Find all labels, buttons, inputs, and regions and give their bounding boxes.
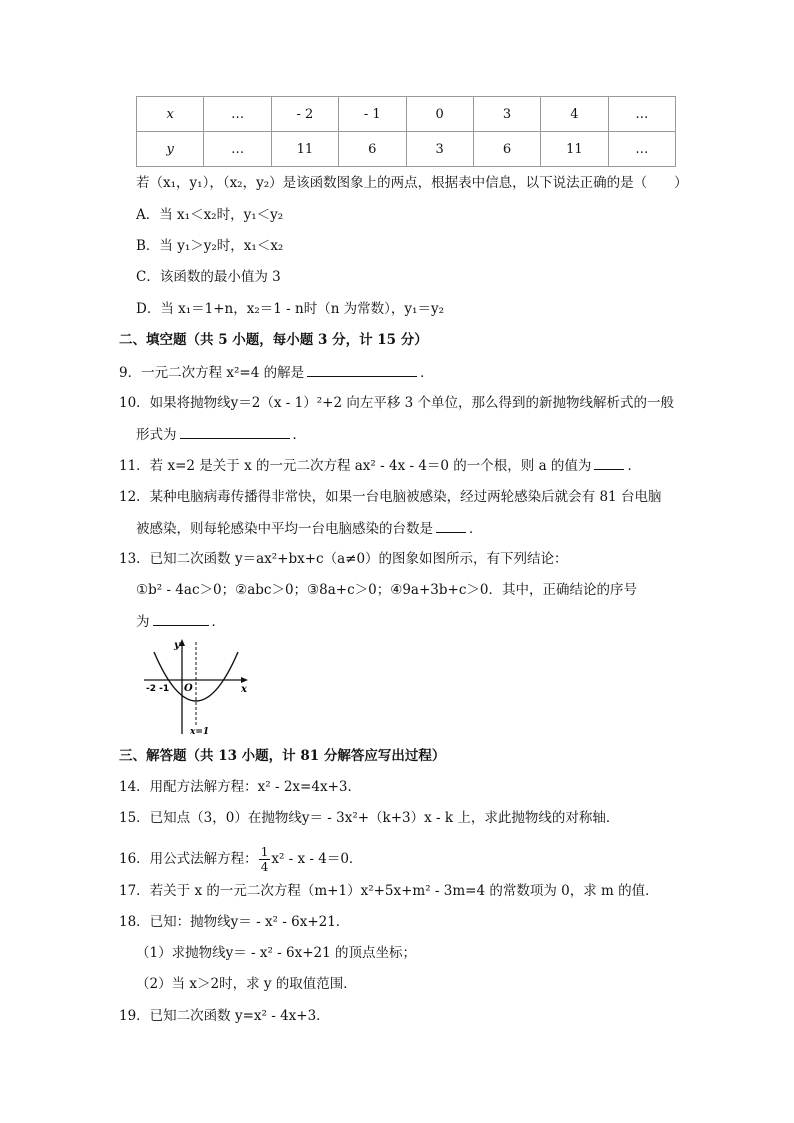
tick-labels: -2 -1 <box>146 684 170 694</box>
q13-text: 为 <box>136 614 150 630</box>
q11-end: ． <box>627 458 641 474</box>
q10-end: ． <box>292 427 306 443</box>
q18-part2: （2）当 x＞2时，求 y 的取值范围． <box>136 976 357 992</box>
table-cell: 3 <box>406 132 473 167</box>
table-cell: … <box>204 132 271 167</box>
table-cell: … <box>608 97 675 132</box>
q10-line1: 10．如果将抛物线y＝2（x - 1）²+2 向左平移 3 个单位，那么得到的新抛物线解析式的一般 <box>119 395 675 411</box>
table-cell: - 2 <box>271 97 338 132</box>
q9-end: ． <box>420 365 434 381</box>
origin-label: O <box>184 683 193 694</box>
q12-end: ． <box>469 521 483 537</box>
q10-text: 形式为 <box>136 427 177 443</box>
table-row-x <box>137 97 676 132</box>
q12-line1: 12．某种电脑病毒传播得非常快，如果一台电脑被感染，经过两轮感染后就会有 81 台电脑 <box>119 489 662 505</box>
y-axis-arrow <box>179 639 185 646</box>
q12-text: 被感染，则每轮感染中平均一台电脑感染的台数是 <box>136 521 433 537</box>
section3-title: 三、解答题（共 13 小题，计 81 分解答应写出过程） <box>119 748 446 764</box>
q11 <box>119 455 641 476</box>
section2-title: 二、填空题（共 5 小题，每小题 3 分，计 15 分） <box>119 332 428 348</box>
table-cell: 3 <box>473 97 540 132</box>
q13-end: ． <box>211 614 225 630</box>
x-axis-arrow <box>241 677 248 683</box>
q8-stem: 若（x₁，y₁），（x₂，y₂）是该函数图象上的两点，根据表中信息，以下说法正确的是（ ） <box>136 175 688 191</box>
table-row-y <box>137 132 676 167</box>
table-cell: 6 <box>339 132 406 167</box>
q8-option-b: B．当 y₁＞y₂时，x₁＜x₂ <box>136 238 284 254</box>
symmetry-axis-label: x=1 <box>190 727 210 736</box>
table-cell: 11 <box>541 132 608 167</box>
table-header-x: x <box>137 97 204 132</box>
fraction <box>259 845 271 874</box>
table-cell: … <box>204 97 271 132</box>
q17: 17．若关于 x 的一元二次方程（m+1）x²+5x+m² - 3m=4 的常数项为 0，求 m 的值． <box>119 883 659 899</box>
table-cell: 11 <box>271 132 338 167</box>
table-cell: 4 <box>541 97 608 132</box>
q14: 14．用配方法解方程：x² - 2x=4x+3． <box>119 779 361 795</box>
q13-line2: ①b² - 4ac＞0；②abc＞0；③8a+c＞0；④9a+3b+c＞0．其中，正确结论的序号 <box>136 582 637 598</box>
y-axis-label: y <box>174 640 180 651</box>
q8-option-d: D．当 x₁＝1+n，x₂＝1 - n时（n 为常数），y₁＝y₂ <box>136 301 445 317</box>
answer-blank <box>180 424 290 439</box>
table-cell: - 1 <box>339 97 406 132</box>
table-cell: … <box>608 132 675 167</box>
fraction-numerator: 1 <box>260 845 269 859</box>
q8-option-c: C．该函数的最小值为 3 <box>136 269 281 285</box>
value-table <box>136 96 676 167</box>
q16-text: 16．用公式法解方程： <box>119 851 258 867</box>
q13-line3 <box>136 611 225 632</box>
q8-option-a: A．当 x₁＜x₂时，y₁＜y₂ <box>136 207 284 223</box>
q16-equation: x² - x - 4＝0． <box>271 851 363 867</box>
q16 <box>119 842 362 876</box>
q19: 19．已知二次函数 y=x² - 4x+3． <box>119 1008 330 1024</box>
q12-line2 <box>136 518 483 539</box>
q13-line1: 13．已知二次函数 y＝ax²+bx+c（a≠0）的图象如图所示，有下列结论： <box>119 551 568 567</box>
answer-blank <box>153 611 209 626</box>
answer-blank <box>594 455 624 470</box>
q9-text: 9．一元二次方程 x²=4 的解是 <box>119 365 305 381</box>
answer-blank <box>307 362 417 377</box>
q11-text: 11．若 x=2 是关于 x 的一元二次方程 ax² - 4x - 4＝0 的一个根，则 a 的值为 <box>119 458 592 474</box>
q18: 18．已知：抛物线y＝ - x² - 6x+21． <box>119 914 350 930</box>
answer-blank <box>436 518 466 533</box>
parabola-graph <box>140 636 252 736</box>
q18-part1: （1）求抛物线y＝ - x² - 6x+21 的顶点坐标； <box>136 945 417 961</box>
fraction-denominator: 4 <box>260 860 269 874</box>
q9 <box>119 362 434 383</box>
x-axis-label: x <box>241 684 247 695</box>
table-header-y: y <box>137 132 204 167</box>
table-cell: 0 <box>406 97 473 132</box>
q15: 15．已知点（3，0）在抛物线y＝ - 3x²+（k+3）x - k 上，求此抛物线的对称轴． <box>119 810 620 826</box>
table-cell: 6 <box>473 132 540 167</box>
q10-line2 <box>136 424 306 445</box>
